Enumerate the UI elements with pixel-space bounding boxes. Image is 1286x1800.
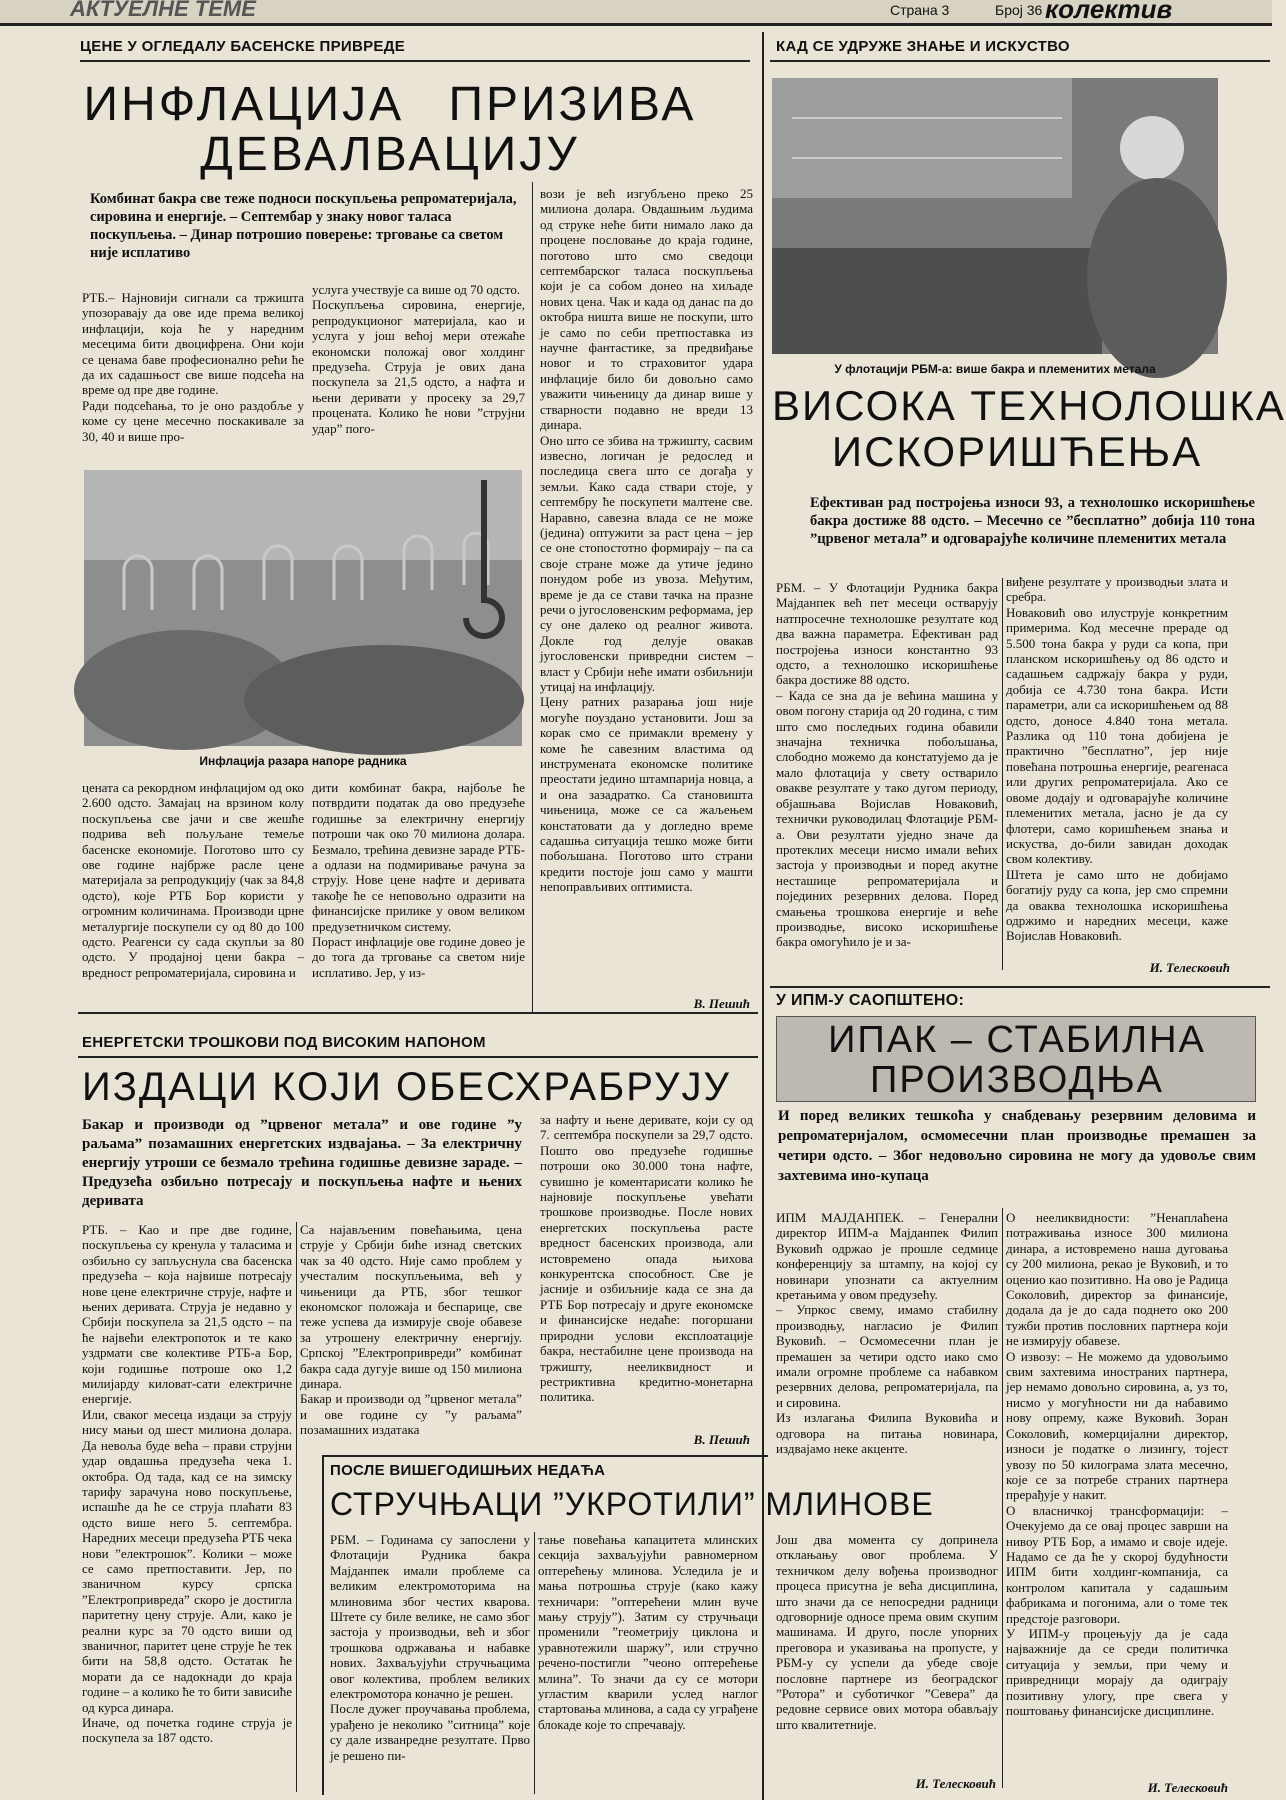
art3-title: ИЗДАЦИ КОЈИ ОБЕСХРАБРУЈУ	[82, 1065, 731, 1109]
art5-author: И. Телесковић	[1147, 1780, 1228, 1795]
art5-kicker: У ИПМ-У САОПШТЕНО:	[776, 992, 965, 1009]
art4-author: И. Телесковић	[915, 1776, 996, 1791]
art1-col3: вози је већ изгубљено преко 25 милиона долара. Овдашњим људима од струке неће бити нимало лако да процене пословање до краја године, поготово што смо сведоци септембарског таласа поскупљења који је са собом донео на хиљаде нових цена. Чак и када од данас па до октобра ништа више не поскупи, што је само по себи претпоставка из научне фантастике, за предвиђање новог и то страховитог удара инфлације било би довољно само уважити чињеницу да динар више у стварности подавно не вреди 13 динара. Оно што се збива на тржишту, сасвим извесно, логичан је редослед и последица свега што се догађа у земљи. Како сада ствари стоје, у септембру ће поскупети малтене све. Наравно, савезна влада се не може (једина) оптужити за раст цена – јер се оне стопостотно формирају – па са своје стране може да утиче једино понудом робе из увоза. Међутим, време је да се стави тачка на празне речи о југословенским реформама, јер су оне далеко од реалног живота. Докле год делује овакав југословенски привредни систем – власт у Србији неће имати озбиљнији утицај на инфлацију. Цену ратних разарања још није могуће поуздано установити. Још за корак смо се примакли времену у коме ће савезним властима од инструмената економске политике преостати једино штампарија новца, а и она зазадратко. Са становишта чињеница, може се са жаљењем констатовати да у догледно време садашња ситуација тешко може бити побољшана. Поготово што страни кредити постоје још само у машти непоправљивих оптимиста.	[540, 186, 753, 895]
art5-title-line2: ПРОИЗВОДЊА	[870, 1059, 1164, 1101]
art1-photo	[84, 470, 522, 746]
art1-col2b: дити комбинат бакра, најбоље ће потврдити податак да ово предузеће годишње за електричну енергију потроши чак око 70 милиона долара. Безмало, трећина девизне зараде РТБ-а одлази на подмиривање рачуна за струју. Нове цене нафте и деривата такође ће се неповољно одразити на финансијске прилике у овом великом предузетничком систему. Пораст инфлације ове године довео је до тога да трговање са светом није исплативо. Јер, у из-	[312, 780, 525, 980]
art3-kicker: ЕНЕРГЕТСКИ ТРОШКОВИ ПОД ВИСОКИМ НАПОНОМ	[82, 1034, 486, 1051]
newspaper-logo: колектив	[1045, 0, 1173, 24]
art2-author: И. Телесковић	[1149, 960, 1230, 975]
flotation-worker-illustration	[772, 78, 1218, 354]
art3-author: В. Пешић	[693, 1432, 750, 1447]
art3-col1: РТБ. – Као и пре две године, поскупљења су кренула у таласима и озбиљно су запљуснула сва басенска предузећа – која највише потресају нове цене електричне струје, нафте и њених деривата. Струја је недавно у Србији поскупела за 21,5 одсто – па ће највећи електропоток и те како уздрмати све колективе РТБ-а Бор, који годишње потроше око 1,2 милијарду киловат-сати електричне енергије. Или, сваког месеца издаци за струју нису мањи од шест милиона долара. Да невоља буде већа – прави струјни удар овдашња предузећа чека 1. октобра. Од тада, кад се на зимску тарифу зарачуна ново поскупљење, испашће да ће се струја плаћати 83 одсто више него 5. септембра. Наредних месеци предузећа РТБ чека нови ”електрошок”. Колики – може се само претпоставити. Јер, по званичном курсу српска ”Електропривреда” скоро је достигла паритетну цену струје. Али, како је реални курс за 70 одсто виши од званичног, паритет цене струје ће тек бити на 58,8 одсто. Остатак ће морати да се надокнади до краја године – а колико ће то бити зависиће од курса динара. Иначе, од почетка године струја је поскупела за 187 одсто.	[82, 1222, 292, 1746]
art4-col3: Још два момента су допринела отклањању овог проблема. У техничком делу вођења производног процеса присутна је већа дисциплина, што значи да се непосредни радници одговорније односе према овим скупим машинама. И друго, после упорних преговора и указивања на пропусте, у РБМ-у су успели да убеде своје пословне партнере из београдског ”Ротора” и суботичког ”Севера” да редовне сервисе ових мотора обављају што квалитетније.	[776, 1532, 998, 1732]
art1-lead: Комбинат бакра све теже подноси поскупљења репроматеријала, сировина и енергије. – Септембар у знаку новог таласа поскупљења. – Динар потрошио поверење: трговање са светом није исплативо	[90, 191, 517, 261]
art5-title-line1: ИПАК – СТАБИЛНА	[828, 1019, 1206, 1061]
art2-col1: РБМ. – У Флотацији Рудника бакра Мајданпек већ пет месеци остварују натпросечне технолошке резултате код два важна параметра. Ефективан рад постројења износи константно 93 одсто, а технолошко искоришћење бакра достиже 88 одсто. – Када се зна да је већина машина у овом погону старија од 20 година, с тим што смо последњих година обавили значајна техничка побољшања, слободно можемо да констатујемо да је мало флотација у свету остварило овакве резултате у тако дугом периоду, објашњава Војислав Новаковић, технички руководилац Флотације РБМ-а. Ови резултати уједно значе да протеклих месеци нисмо имали већих застоја у производњи и поред акутне несташице репроматеријала и појединих резервних делова. Поред смањења трошкова енергије и веће производње, високо искоришћење бакра омогућило је и за-	[776, 580, 998, 950]
vertical-rule-2	[1002, 578, 1003, 970]
art3-col2: Са најављеним повећањима, цена струје у Србији биће изнад светских чак за 40 одсто. Није само проблем у учесталим поскупљењима, већ у чињеници да РТБ, због тешког економског положаја и беспарице, све теже успева да измирује своје обавезе за утрошену електричну енергију. Српској ”Електропривреди” комбинат бакра сада дугује више од 150 милиона динара. Бакар и производи од ”црвеног метала” и ове године су ”у раљама” позамашних издатака	[300, 1222, 522, 1438]
art3-lead: Бакар и производи од ”црвеног метала” и ове године ”у раљама” позамашних енергетских издвајања. – За електричну енергију утроши се безмало трећина годишње девизне зараде. – Предузећа озбиљно потресају и поскупљења нафте и њених деривата	[82, 1117, 522, 1209]
page-number: Страна 3	[890, 2, 950, 18]
art1-title-line1: ИНФЛАЦИЈА ПРИЗИВА	[83, 78, 697, 131]
art2-photo	[772, 78, 1218, 354]
art4-col1: РБМ. – Годинама су запослени у Флотацији Рудника бакра Мајданпек имали проблеме са великим електромоторима на млиновима због честих кварова. Штете су биле велике, не само због застоја у производњи, већ и због трошкова одржавања и набавке нових. Захваљујући стручњацима овог колектива, проблем великих електромотора коначно је решен. После дужег проучавања проблема, урађено је неколико ”ситница” које су дале изванредне резултате. Прво је решено пи-	[330, 1532, 530, 1763]
art2-photo-caption: У флотацији РБМ-а: више бакра и племенитих метала	[834, 362, 1156, 376]
art2-title-line1: ВИСОКА ТЕХНОЛОШКА	[772, 382, 1286, 429]
art2-kicker: КАД СЕ УДРУЖЕ ЗНАЊЕ И ИСКУСТВО	[776, 38, 1070, 55]
section-label: АКТУЕЛНЕ ТЕМЕ	[70, 0, 256, 21]
art1-col1: РТБ.– Најновији сигнали са тржишта упозоравају да ове иде према великој инфлацији, која ће у наредним месецима бити двоцифрена. Они који се ценама баве професионално рећи ће да их садашњост све више подсећа на време од пре две године. Ради подсећања, то је оно раздобље у коме су цене месечно поскакивале за 30, 40 и више про-	[82, 290, 304, 444]
wire-coils-illustration	[84, 470, 522, 746]
art3-top-rule	[78, 1012, 758, 1014]
art2-col2: виђене резултате у производњи злата и сребра. Новаковић ово илуструје конкретним примерима. Код месечне прераде од 5.500 тона бакра у руди са копа, при планском искоришћењу од 86 одсто и садашњем садржају бакра у руди, добија се 4.730 тона бакра. Исти параметри, али са искоришћењем од 88 одсто, доносе 4.840 тона метала. Разлика од 110 тона добијена је практично ”бесплатно”, јер није повећана потрошња енергије, реагенаса или других репроматеријала. Ако се овоме додају и одговарајуће количине племенитих метала, јасно је да су флотери, само коришћењем знања и искуства, до-били завидан доходак свом колективу. Штета је само што не добијамо богатију руду са копа, јер смо спремни да оваква технолошка искоришћења одржимо и наредних месеци, каже Војислав Новаковић.	[1006, 574, 1228, 944]
art5-top-rule	[770, 986, 1270, 988]
issue-number: Број 36	[995, 2, 1043, 18]
art2-lead: Ефективан рад постројења износи 93, а технолошко искоришћење бакра достиже 88 одсто. – Месечно се ”бесплатно” добија 110 тона ”црвеног метала” и одговарајуће количине племенитих метала	[810, 495, 1255, 547]
art4-kicker: ПОСЛЕ ВИШЕГОДИШЊИХ НЕДАЋА	[330, 1462, 606, 1479]
vertical-rule-1	[532, 182, 533, 1012]
art3-col3: за нафту и њене деривате, који су од 7. септембра поскупели за 29,7 одсто. Пошто ово предузеће годишње потроши око 30.000 тона нафте, сувишно је коментарисати колико ће најновије поскупљење увећати трошкове производње. После нових енергетских поскупљења расте вредност басенских производа, али истовремено опада њихова конкурентска способност. Све је јасније и озбиљније када се зна да РТБ Бор потресају и друге економске и финансијске недаће: погоршани природни услови експлоатације бакра, нестабилне цене производа на тржишту, нееликвидност и рестриктивна кредитно-монетарна политика.	[540, 1112, 753, 1405]
art2-title-line2: ИСКОРИШЋЕЊА	[831, 428, 1203, 475]
art2-kicker-rule	[770, 60, 1270, 62]
art4-col2: тање повећања капацитета млинских секција захваљујући равномерном оптерећењу млинова. Уследила је и мања потрошња струје (како кажу техничари: ”оптерећени млин вуче мању струју”). Затим су стручњаци променили ”геометрију циклона и уравнотежили шаржу”, или стручно речено-постигли ”чеоно оптерећење млина”. То значи да су се мотори угластим кварили услед наглог стартовања млинова, а сада су уграђене блокаде које то спречавају.	[538, 1532, 758, 1732]
art3-kicker-rule	[78, 1056, 758, 1058]
art1-photo-caption: Инфлација разара напоре радника	[199, 754, 407, 768]
art1-col2: услуга учествује са више од 70 одсто. Поскупљења сировина, енергије, репродукционог материјала, као и услуга у још већој мери отежаће економски положај овог холдинг предузећа. Струја је ових дана поскупела за 21,5 одсто, а нафта и њени деривати у просеку за 29,7 процената. Колико ће нови ”струјни удар” пого-	[312, 282, 525, 436]
art5-col2: О нееликвидности: ”Ненаплаћена потраживања износе 300 милиона динара, а истовремено наша дуговања су 200 милиона, рекао је Вуковић, и то оценио као позитивно. На ово је Радица Соколовић, директор за финансије, додала да је до сада поднето око 200 тужби против пословних партнера који не измирују обавезе. О извозу: – Не можемо да удовољимо свим захтевима иностраних партнера, јер немамо довољно сировина, а, уз то, нисмо у могућности ни да набавимо нову опрему, каже Вуковић. Зоран Соколовић, комерцијални директор, износи је податке о лизингу, тојест увозу по 50 килограма злата месечно, које се за потребе страних партнера прерађује у накит. О власничкој трансформацији: – Очекујемо да се овај процес заврши на нивоу РТБ Бор, а имамо и своје идеје. Надамо се да ће у скорој будућности ИПМ бити холдинг-компанија, са контролом капитала у садашњим фабрикама и погонима, али о томе тек предстоје разговори. У ИПМ-у процењују да је сада најважније да се среди политичка ситуација у земљи, при чему и привредници морају да одиграју позитивну улогу, пре свега у поштовању финансијске дисциплине.	[1006, 1210, 1228, 1718]
art4-title: СТРУЧЊАЦИ ”УКРОТИЛИ” МЛИНОВЕ	[330, 1486, 934, 1522]
art1-author: В. Пешић	[693, 996, 750, 1011]
page-header	[0, 0, 1272, 26]
art1-kicker: ЦЕНЕ У ОГЛЕДАЛУ БАСЕНСКЕ ПРИВРЕДЕ	[80, 38, 406, 55]
vertical-rule-4	[296, 1222, 297, 1792]
art1-kicker-rule	[80, 60, 750, 62]
art5-col1: ИПМ МАЈДАНПЕК. – Генерални директор ИПМ-а Мајданпек Филип Вуковић одржао је прошле седмице конференцију за штампу, на којој су новинари упознати са актуелним кретањима у овом предузећу. – Упркос свему, имамо стабилну производњу, нагласио је Филип Вуковић. – Осмомесечни план је премашен за четири одсто иако смо имали огромне проблеме са набавком резервних делова, репроматеријала, па и сировина. Из излагања Филипа Вуковића и одговора на питања новинара, издвајамо неке акценте.	[776, 1210, 998, 1457]
vertical-rule-5	[534, 1532, 535, 1794]
art1-col1b: цената са рекордном инфлацијом од око 2.600 одсто. Замајац на врзином колу поскупљења све јачи и све жешће подрива већ пољуљане темеље басенске економије. Поготово што су ове године најбрже расле цене материјала за репродукцију (чак за 84,8 одсто), које РТБ Бор користи у огромним количинама. Производи црне металургије поскупели су од 80 до 100 одсто. Реагенси су сада скупљи за 80 одсто. У продајној цени бакра – вредност репроматеријала, сировина и	[82, 780, 304, 980]
art1-title-line2: ДЕВАЛВАЦИЈУ	[200, 128, 580, 181]
art5-title-box	[776, 1016, 1256, 1102]
art5-lead: И поред великих тешкоћа у снабдевању резервним деловима и репроматеријалом, осмомесечни план производње премашен за четири одсто. – Због недовољно сировина не могу да удовоље свим захтевима ино-купаца	[778, 1108, 1256, 1184]
